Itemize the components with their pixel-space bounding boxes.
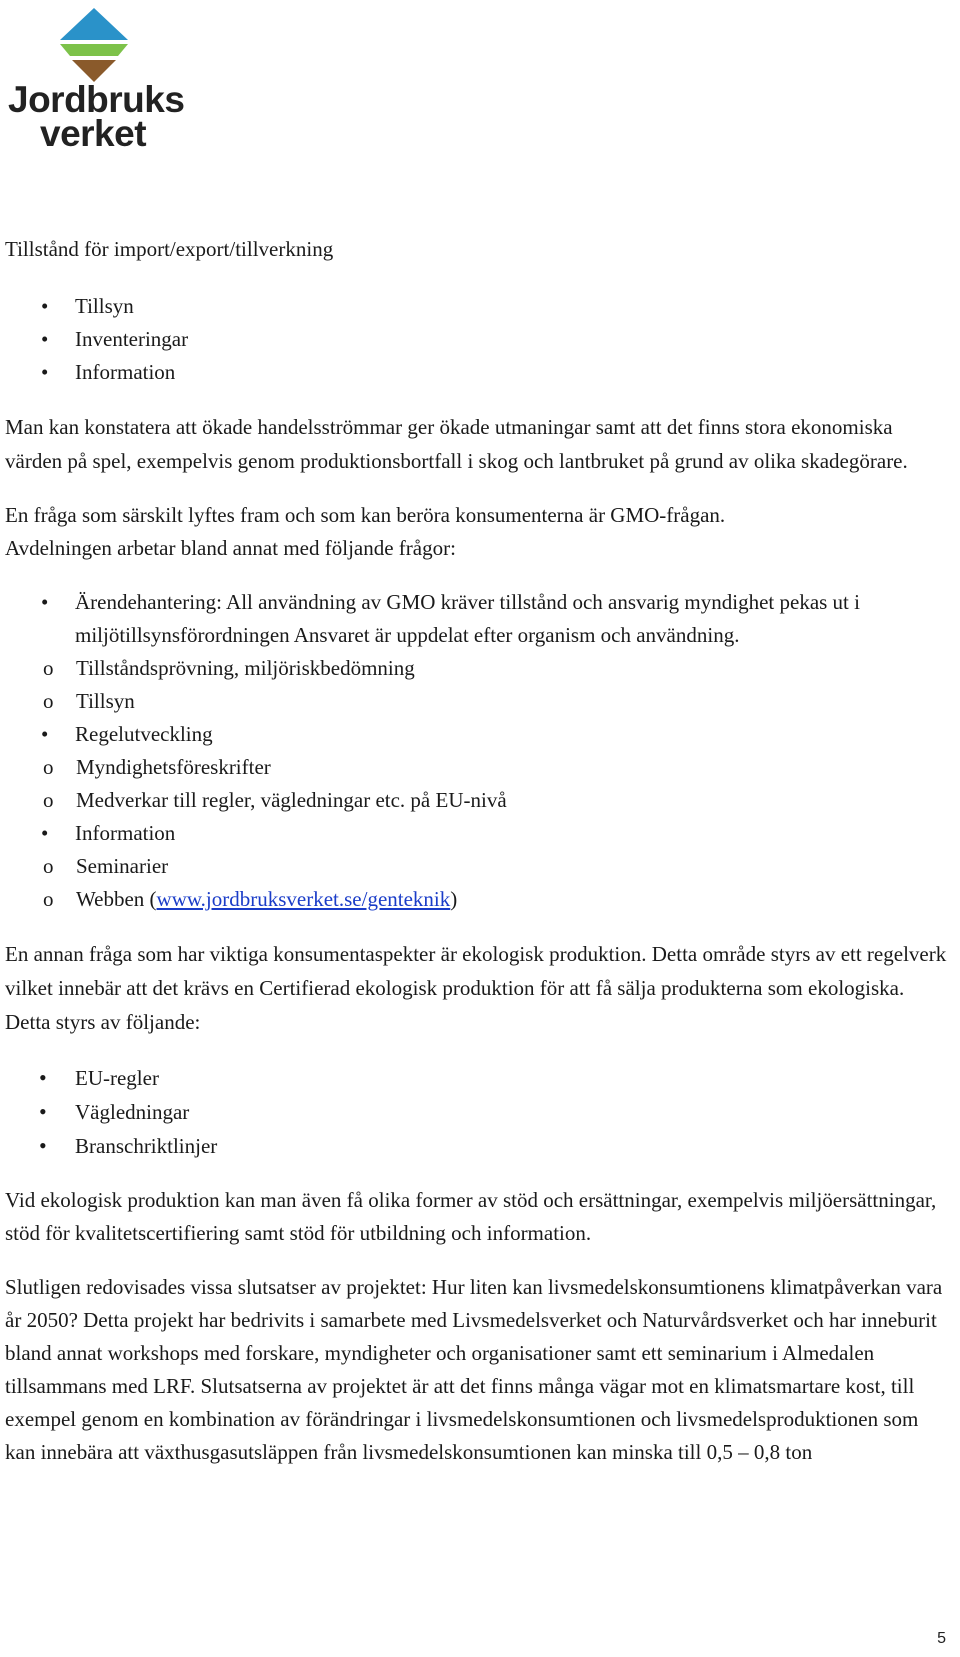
logo-text-line2: verket (40, 113, 147, 154)
sub-list-item-text: Seminarier (76, 854, 169, 878)
logo-grass-shape (60, 44, 128, 56)
sub-list-item (5, 751, 950, 784)
sub-list-item (5, 784, 950, 817)
paragraph-organic: En annan fråga som har viktiga konsumentaspekter är ekologisk produktion. Detta område styrs av ett regelverk vilket innebär att det krävs en Certifierad ekologisk produktion för att få sälja produkterna som ekologiska. Detta styrs av följande: (5, 942, 947, 1034)
sub-list-item (5, 685, 950, 718)
bullet-icon: • (41, 590, 49, 614)
genteknik-link[interactable]: www.jordbruksverket.se/genteknik (156, 887, 451, 911)
document-body (5, 233, 950, 1469)
list-item-text: Regelutveckling (75, 722, 213, 746)
list-item-text: Vägledningar (75, 1100, 190, 1124)
paragraph-gmo-line2: Avdelningen arbetar bland annat med följande frågor: (5, 536, 456, 560)
sub-list-item-text: Tillsyn (76, 689, 135, 713)
bullet-icon: • (39, 1133, 47, 1158)
circle-bullet-icon: o (43, 887, 54, 911)
paragraph-support: Vid ekologisk produktion kan man även få olika former av stöd och ersättningar, exempelvis miljöersättningar, stöd för kvalitetscertifiering samt stöd för utbildning och information. (5, 1188, 937, 1245)
jordbruksverket-logo (6, 6, 186, 156)
bullet-icon: • (41, 821, 49, 845)
list-item (5, 817, 950, 850)
list-item-text: Ärendehantering: All användning av GMO kräver tillstånd och ansvarig myndighet pekas ut i miljötillsynsförordningen Ansvaret är uppdelat efter organism och användning. (75, 590, 860, 647)
page-number: 5 (937, 1630, 946, 1647)
list-item (5, 290, 950, 323)
bullet-icon: • (41, 294, 49, 318)
bullet-list-gmo-work (5, 586, 950, 652)
list-item-text: Tillsyn (75, 294, 134, 318)
section-heading: Tillstånd för import/export/tillverkning (5, 237, 334, 261)
list-item (5, 1061, 950, 1095)
list-item-text: Branschriktlinjer (75, 1134, 218, 1158)
sub-list-item-prefix: Webben ( (76, 887, 157, 911)
circle-bullet-icon: o (43, 854, 54, 878)
paragraph-conclusions: Slutligen redovisades vissa slutsatser av projektet: Hur liten kan livsmedelskonsumtionens klimatpåverkan vara år 2050? Detta projekt har bedrivits i samarbete med Livsmedelsverket och Naturvårdsverket och har inneburit bland annat workshops med forskare, myndigheter och organisationer samt ett seminarium i Almedalen tillsammans med LRF. Slutsatserna av projektet är att det finns många vägar mot en klimatsmartare kost, till exempel genom en kombination av förändringar i livsmedelskonsumtionen och livsmedelsproduktionen som kan innebära att växthusgasutsläppen från livsmedelskonsumtionen kan minska till 0,5 – 0,8 ton (5, 1275, 943, 1464)
sub-list-item (5, 652, 950, 685)
list-item-text: Inventeringar (75, 327, 189, 351)
sub-list (5, 751, 950, 817)
circle-bullet-icon: o (43, 755, 54, 779)
list-item (5, 1095, 950, 1129)
logo-water-shape (60, 8, 128, 40)
sub-list (5, 850, 950, 916)
paragraph-trade: Man kan konstatera att ökade handelsströmmar ger ökade utmaningar samt att det finns stora ekonomiska värden på spel, exempelvis genom produktionsbortfall i skog och lantbruket på grund av olika skadegörare. (5, 415, 908, 473)
sub-list-item-text: Tillståndsprövning, miljöriskbedömning (76, 656, 415, 680)
bullet-icon: • (41, 722, 49, 746)
circle-bullet-icon: o (43, 788, 54, 812)
list-item (5, 586, 950, 652)
bullet-icon: • (39, 1099, 47, 1124)
list-item (5, 718, 950, 751)
paragraph-gmo-line1: En fråga som särskilt lyftes fram och som kan beröra konsumenterna är GMO-frågan. (5, 503, 726, 527)
list-item-text: Information (75, 821, 176, 845)
sub-list-item-text: Medverkar till regler, vägledningar etc. på EU-nivå (76, 788, 507, 812)
sub-list-item-text: Myndighetsföreskrifter (76, 755, 271, 779)
bullet-list-activities (5, 290, 950, 389)
bullet-icon: • (41, 327, 49, 351)
bullet-icon: • (39, 1065, 47, 1090)
logo-text-line1: Jordbruks (8, 79, 185, 120)
list-item (5, 356, 950, 389)
bullet-list-gmo-work (5, 817, 950, 850)
sub-list-item (5, 883, 950, 916)
circle-bullet-icon: o (43, 656, 54, 680)
sub-list-item-suffix: ) (450, 887, 458, 911)
bullet-list-gmo-work (5, 718, 950, 751)
list-item-text: Information (75, 360, 176, 384)
list-item (5, 323, 950, 356)
list-item-text: EU-regler (75, 1066, 159, 1090)
sub-list-item (5, 850, 950, 883)
circle-bullet-icon: o (43, 689, 54, 713)
list-item (5, 1129, 950, 1163)
bullet-list-organic-rules (5, 1061, 950, 1163)
bullet-icon: • (41, 360, 49, 384)
sub-list (5, 652, 950, 718)
logo-emblem-icon (6, 6, 186, 84)
